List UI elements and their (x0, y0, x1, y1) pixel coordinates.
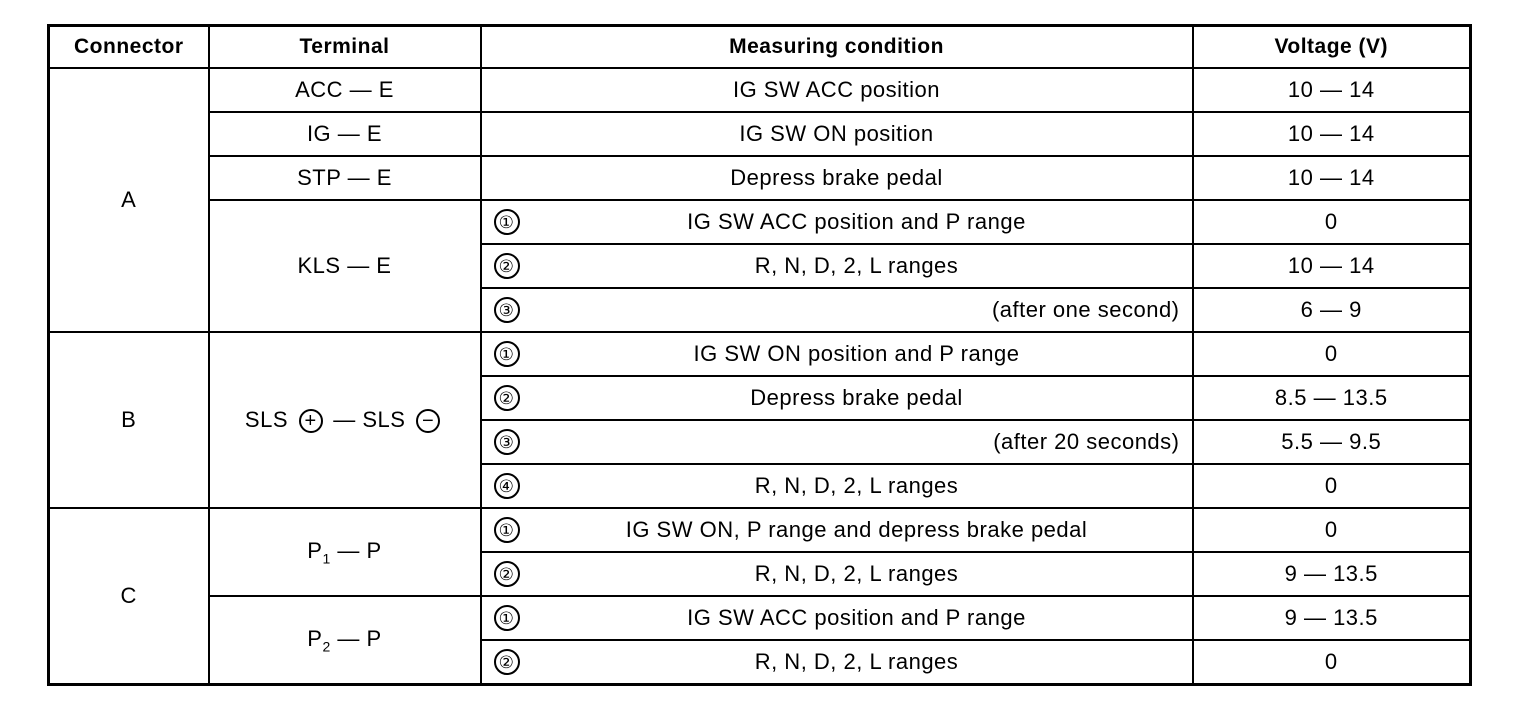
condition-text: IG SW ACC position and P range (687, 209, 1026, 234)
voltage-cell: 0 (1193, 464, 1471, 508)
condition-text: (after 20 seconds) (993, 429, 1180, 454)
table-row (49, 112, 1471, 156)
table-row (49, 68, 1471, 112)
condition-text: (after one second) (991, 297, 1180, 322)
step-number-icon: ② (494, 561, 520, 587)
terminal-ig-e: IG — E (209, 112, 481, 156)
voltage-cell: 6 — 9 (1193, 288, 1471, 332)
table-row (49, 508, 1471, 552)
header-terminal: Terminal (209, 26, 481, 69)
condition-text: R, N, D, 2, L ranges (754, 473, 959, 498)
terminal-acc-e: ACC — E (209, 68, 481, 112)
header-row (49, 26, 1471, 69)
step-number-icon: ④ (494, 473, 520, 499)
condition-text: Depress brake pedal (750, 385, 963, 410)
terminal-subscript: 2 (322, 638, 331, 655)
terminal-p-label: P (307, 625, 323, 651)
terminal-dash: — (333, 406, 356, 432)
condition-cell (481, 200, 1193, 244)
terminal-rest: — P (330, 537, 382, 563)
voltage-cell: 10 — 14 (1193, 156, 1471, 200)
terminal-p2-p (209, 596, 481, 685)
header-voltage: Voltage (V) (1193, 26, 1471, 69)
terminal-kls-e: KLS — E (209, 200, 481, 332)
voltage-cell: 9 — 13.5 (1193, 552, 1471, 596)
voltage-cell: 5.5 — 9.5 (1193, 420, 1471, 464)
terminal-rest: — P (330, 625, 382, 651)
condition-cell: Depress brake pedal (481, 156, 1193, 200)
condition-text: IG SW ACC position and P range (687, 605, 1026, 630)
condition-text: R, N, D, 2, L ranges (754, 561, 959, 586)
terminal-sls-label: SLS (244, 406, 288, 432)
voltage-cell: 10 — 14 (1193, 112, 1471, 156)
condition-text: R, N, D, 2, L ranges (754, 649, 959, 674)
terminal-p1-p (209, 508, 481, 596)
connector-c: C (49, 508, 209, 685)
voltage-cell: 10 — 14 (1193, 244, 1471, 288)
condition-text: R, N, D, 2, L ranges (754, 253, 959, 278)
terminal-sls (209, 332, 481, 508)
terminal-stp-e: STP — E (209, 156, 481, 200)
condition-cell (481, 244, 1193, 288)
step-number-icon: ③ (494, 429, 520, 455)
terminal-sls-label: SLS (362, 406, 406, 432)
condition-cell (481, 288, 1193, 332)
voltage-cell: 0 (1193, 640, 1471, 685)
condition-cell (481, 464, 1193, 508)
table-row (49, 332, 1471, 376)
step-number-icon: ① (494, 341, 520, 367)
condition-cell (481, 552, 1193, 596)
condition-cell: IG SW ACC position (481, 68, 1193, 112)
table-row (49, 596, 1471, 640)
step-number-icon: ① (494, 605, 520, 631)
connector-b: B (49, 332, 209, 508)
step-number-icon: ② (494, 385, 520, 411)
voltage-cell: 10 — 14 (1193, 68, 1471, 112)
voltage-cell: 0 (1193, 200, 1471, 244)
step-number-icon: ② (494, 253, 520, 279)
voltage-cell: 0 (1193, 508, 1471, 552)
plus-circle-icon: + (299, 409, 323, 433)
step-number-icon: ① (494, 517, 520, 543)
condition-cell (481, 420, 1193, 464)
condition-cell (481, 332, 1193, 376)
step-number-icon: ③ (494, 297, 520, 323)
table-row (49, 200, 1471, 244)
header-measuring-condition: Measuring condition (481, 26, 1193, 69)
voltage-cell: 9 — 13.5 (1193, 596, 1471, 640)
condition-cell (481, 640, 1193, 685)
terminal-p-label: P (307, 537, 323, 563)
condition-cell (481, 376, 1193, 420)
condition-cell (481, 508, 1193, 552)
step-number-icon: ② (494, 649, 520, 675)
condition-text: IG SW ON, P range and depress brake pedal (625, 517, 1088, 542)
condition-cell: IG SW ON position (481, 112, 1193, 156)
voltage-table (47, 24, 1472, 686)
connector-a: A (49, 68, 209, 332)
header-connector: Connector (49, 26, 209, 69)
minus-circle-icon: − (416, 409, 440, 433)
table-row (49, 156, 1471, 200)
condition-cell (481, 596, 1193, 640)
voltage-cell: 0 (1193, 332, 1471, 376)
step-number-icon: ① (494, 209, 520, 235)
condition-text: IG SW ON position and P range (693, 341, 1020, 366)
voltage-cell: 8.5 — 13.5 (1193, 376, 1471, 420)
terminal-subscript: 1 (322, 550, 331, 567)
